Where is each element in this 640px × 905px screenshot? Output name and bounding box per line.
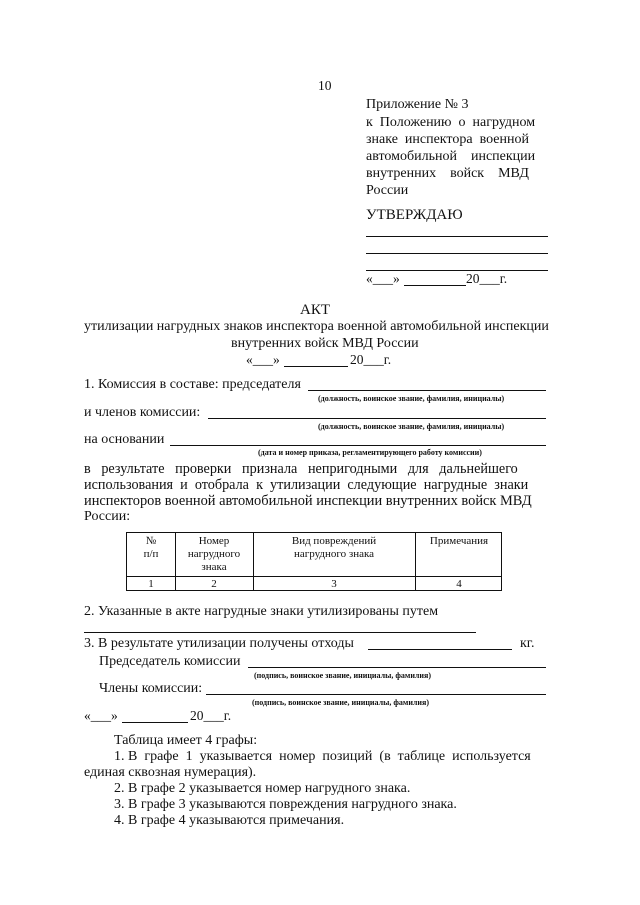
act-date-year: 20___г. [350,352,392,367]
table-header-cell [175,535,253,574]
waste-amount-line [368,649,512,650]
act-subtitle: внутренних войск МВД России [231,336,419,351]
section2-line [84,632,476,633]
notes-item: единая сквозная нумерация). [84,765,257,780]
paragraph-line: в результате проверки признала непригодными для дальнейшего [84,461,518,477]
table-header-divider [127,576,501,577]
header-text: Примечания [429,535,489,547]
header-text: Номер [198,535,230,547]
appendix-line: России [366,183,409,198]
header-text: нагрудного [187,548,241,560]
members-line [208,418,546,419]
act-date-day: «___» [246,352,280,367]
chairman-label: 1. Комиссия в составе: председателя [84,377,301,392]
approve-label: УТВЕРЖДАЮ [366,207,463,223]
utilization-table [126,532,502,591]
basis-hint: (дата и номер приказа, регламентирующего работу комиссии) [258,448,482,457]
table-column-number: 3 [331,578,337,590]
table-column-number: 2 [211,578,217,590]
basis-line [170,445,546,446]
commission-members-line [206,694,546,695]
approve-signature-line [366,253,548,254]
members-hint: (должность, воинское звание, фамилия, инициалы) [318,422,505,431]
table-header-cell [415,535,503,548]
header-text: нагрудного знака [293,548,375,560]
final-date-day: «___» [84,708,118,723]
appendix-title: Приложение № 3 [366,97,469,112]
page-number: 10 [318,78,332,93]
header-text: п/п [143,548,159,560]
table-column-number: 4 [456,578,462,590]
appendix-line: автомобильной инспекции [366,149,536,164]
table-column-number: 1 [148,578,154,590]
commission-members-label: Члены комиссии: [99,681,203,696]
commission-members-hint: (подпись, воинское звание, инициалы, фамилия) [252,698,430,707]
section3-text: 3. В результате утилизации получены отходы [84,636,354,651]
act-date-month-line [284,366,348,367]
paragraph-line: использования и отобрала к утилизации следующие нагрудные знаки [84,477,529,493]
approve-date-month-line [404,285,466,286]
notes-item: 4. В графе 4 указываются примечания. [114,813,345,828]
paragraph-line: России: [84,509,131,524]
appendix-line: внутренних войск МВД [366,166,529,181]
appendix-line: к Положению о нагрудном [366,115,536,130]
chairman-line [308,390,546,391]
header-text: Вид повреждений [291,535,377,547]
chairman-hint: (должность, воинское звание, фамилия, инициалы) [318,394,505,403]
notes-item: 1. В графе 1 указывается номер позиций (в таблице используется [114,749,531,764]
table-header-cell [253,535,415,561]
notes-intro: Таблица имеет 4 графы: [114,733,258,748]
commission-chairman-hint: (подпись, воинское звание, инициалы, фамилия) [254,671,432,680]
approve-signature-line [366,236,548,237]
table-header-cell [127,535,175,561]
header-text: знака [201,561,227,573]
final-date-month-line [122,722,188,723]
act-subtitle: утилизации нагрудных знаков инспектора военной автомобильной инспекции [84,319,549,334]
header-text: № [145,535,157,547]
basis-label: на основании [84,432,165,447]
act-title: АКТ [300,302,330,318]
members-label: и членов комиссии: [84,405,201,420]
approve-date-day: «___» [366,271,400,286]
approve-date-year: 20___г. [466,271,508,286]
paragraph-line: инспекторов военной автомобильной инспекции внутренних войск МВД [84,493,532,509]
commission-chairman-label: Председатель комиссии [99,654,241,669]
appendix-line: знаке инспектора военной [366,132,529,147]
final-date-year: 20___г. [190,708,232,723]
waste-unit: кг. [520,636,535,651]
section2-text: 2. Указанные в акте нагрудные знаки утилизированы путем [84,604,439,619]
commission-chairman-line [248,667,546,668]
notes-item: 2. В графе 2 указывается номер нагрудного знака. [114,781,411,796]
notes-item: 3. В графе 3 указываются повреждения нагрудного знака. [114,797,457,812]
